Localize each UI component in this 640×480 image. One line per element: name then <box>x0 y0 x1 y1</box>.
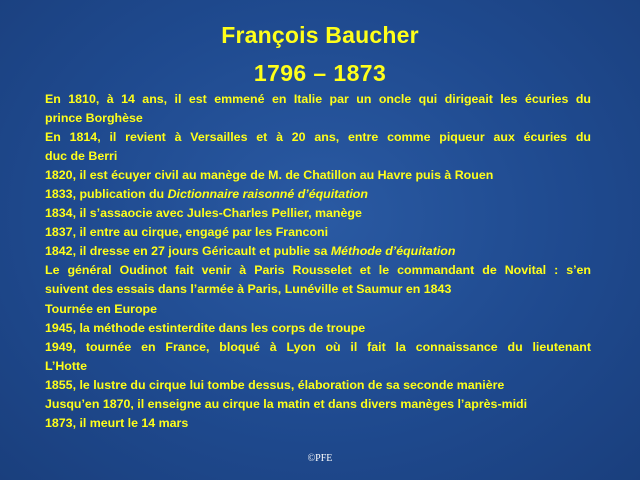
entry-1833-text: 1833, publication du <box>45 187 168 202</box>
entry-1810: En 1810, à 14 ans, il est emmené en Italie par un oncle qui dirigeait les écuries du <box>45 92 591 106</box>
slide-title: François Baucher <box>221 22 419 48</box>
entry-1842-book-title: Méthode d’équitation <box>330 244 456 259</box>
entry-1873: 1873, il meurt le 14 mars <box>45 415 189 430</box>
entry-1842 <box>45 242 591 261</box>
entry-1945: 1945, la méthode estinterdite dans les corps de troupe <box>45 320 366 335</box>
copyright-footer: ©PFE <box>307 453 333 464</box>
entry-oudinot-cont: suivent des essais dans l’armée à Paris, Lunéville et Saumur en 1843 <box>45 282 452 297</box>
entry-1833 <box>45 185 591 204</box>
entry-1949: 1949, tournée en France, bloqué à Lyon où il fait la connaissance du lieutenant <box>45 339 591 354</box>
entry-1949-cont: L’Hotte <box>45 358 87 373</box>
biography-text <box>45 90 591 433</box>
entry-1810-cont: prince Borghèse <box>45 111 143 126</box>
entry-1833-book-title: Dictionnaire raisonné d’équitation <box>167 187 368 202</box>
entry-1842-text: 1842, il dresse en 27 jours Géricault et publie sa <box>45 244 331 259</box>
entry-1837: 1837, il entre au cirque, engagé par les Franconi <box>45 225 329 240</box>
entry-1820: 1820, il est écuyer civil au manège de M. de Chatillon au Havre puis à Rouen <box>45 168 494 183</box>
entry-1814-cont: duc de Berri <box>45 149 118 164</box>
entry-1855: 1855, le lustre du cirque lui tombe dessus, élaboration de sa seconde manière <box>45 377 505 392</box>
entry-1834: 1834, il s’assaocie avec Jules-Charles Pellier, manège <box>45 206 362 221</box>
entry-1870: Jusqu’en 1870, il enseigne au cirque la matin et dans divers manèges l’après-midi <box>45 396 528 411</box>
slide-dates: 1796 – 1873 <box>253 60 387 86</box>
entry-1814: En 1814, il revient à Versailles et à 20 ans, entre comme piqueur aux écuries du <box>45 130 591 145</box>
entry-oudinot: Le général Oudinot fait venir à Paris Rousselet et le commandant de Novital : s’en <box>45 263 591 278</box>
entry-europe-tour: Tournée en Europe <box>45 301 157 316</box>
